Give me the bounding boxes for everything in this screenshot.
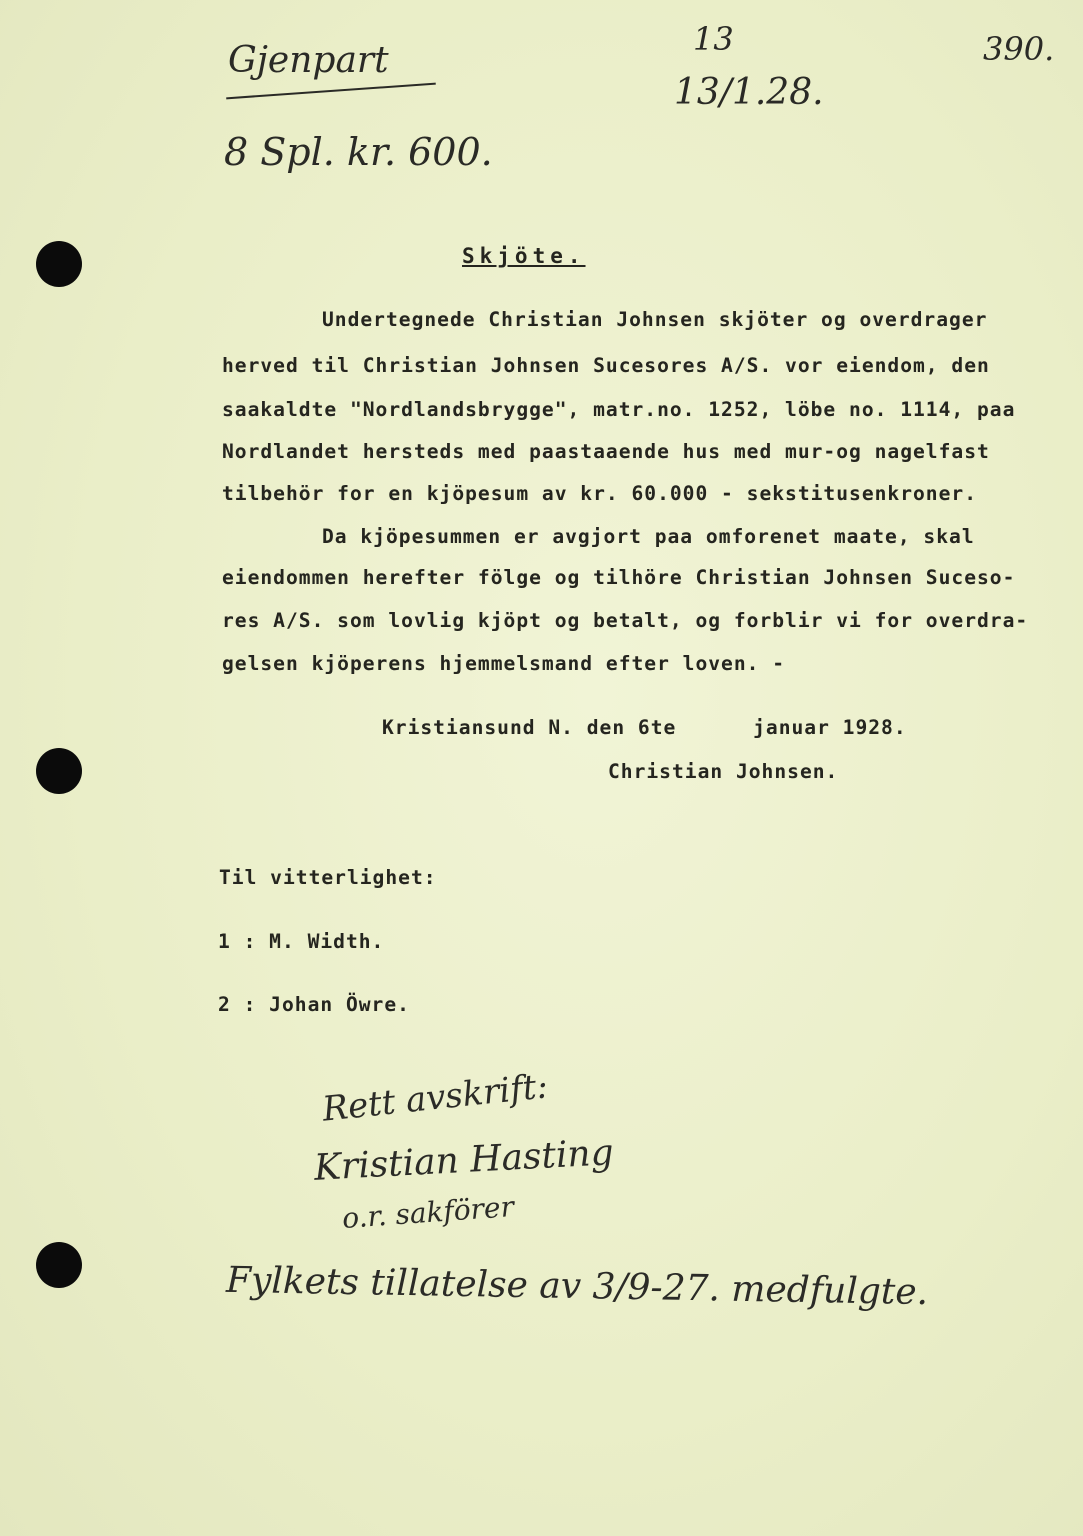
place-and-date: Kristiansund N. den 6te januar 1928. bbox=[382, 716, 907, 739]
body-line: saakaldte "Nordlandsbrygge", matr.no. 1252, löbe no. 1114, paa bbox=[222, 398, 1016, 421]
handwritten-record-date: 13/1.28. bbox=[674, 72, 824, 113]
punch-hole bbox=[36, 748, 82, 794]
body-line: herved til Christian Johnsen Sucesores A/S. vor eiendom, den bbox=[222, 354, 990, 377]
handwritten-signature: Kristian Hasting bbox=[313, 1132, 615, 1189]
punch-hole bbox=[36, 1242, 82, 1288]
body-line: Nordlandet hersteds med paastaaende hus med mur-og nagelfast bbox=[222, 440, 990, 463]
copy-note-underline bbox=[226, 83, 436, 100]
body-line: eiendommen herefter fölge og tilhöre Christian Johnsen Suceso- bbox=[222, 566, 1016, 589]
witness-entry: 1 : M. Width. bbox=[218, 930, 385, 953]
document-title: Skjöte. bbox=[462, 244, 586, 268]
handwritten-record-number: 13 bbox=[693, 20, 734, 58]
handwritten-signer-title: o.r. sakförer bbox=[341, 1190, 515, 1235]
handwritten-copy-note: Gjenpart bbox=[228, 40, 389, 81]
handwritten-page-number: 390. bbox=[983, 30, 1055, 68]
signer-name: Christian Johnsen. bbox=[608, 760, 839, 783]
body-line: res A/S. som lovlig kjöpt og betalt, og forblir vi for overdra- bbox=[222, 609, 1029, 632]
body-line: tilbehör for en kjöpesum av kr. 60.000 - sekstitusenkroner. bbox=[222, 482, 977, 505]
handwritten-fee-note: 8 Spl. kr. 600. bbox=[224, 130, 493, 174]
body-line: gelsen kjöperens hjemmelsmand efter loven. - bbox=[222, 652, 786, 675]
body-line: Da kjöpesummen er avgjort paa omforenet maate, skal bbox=[322, 525, 975, 548]
punch-hole bbox=[36, 241, 82, 287]
handwritten-attest: Rett avskrift: bbox=[320, 1066, 550, 1130]
handwritten-permit-note: Fylkets tillatelse av 3/9-27. medfulgte. bbox=[225, 1259, 929, 1314]
witness-entry: 2 : Johan Öwre. bbox=[218, 993, 410, 1016]
witness-label: Til vitterlighet: bbox=[219, 866, 437, 889]
body-line: Undertegnede Christian Johnsen skjöter og overdrager bbox=[322, 308, 988, 331]
